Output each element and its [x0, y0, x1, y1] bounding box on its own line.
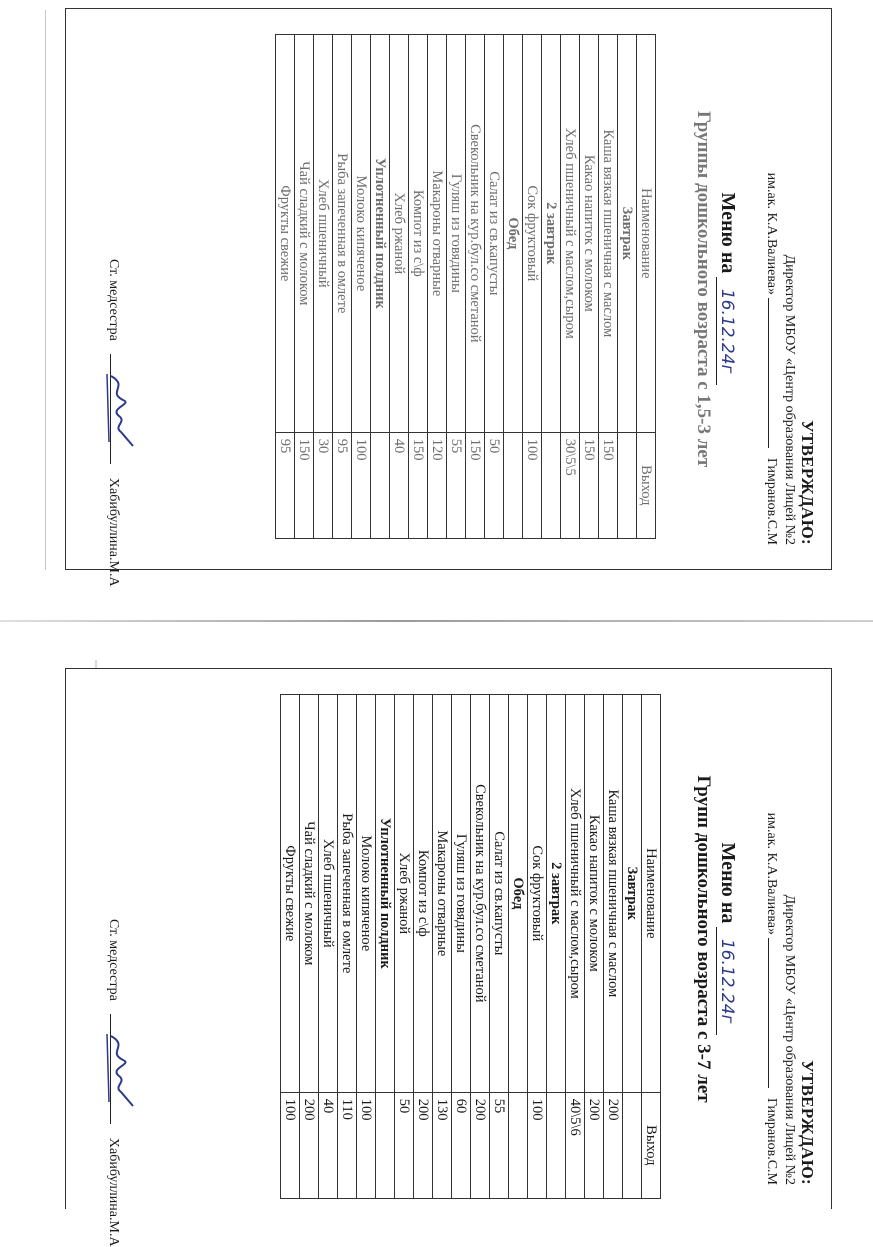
dish-name: Гуляш из говядины: [447, 35, 466, 433]
table-row: [490, 695, 509, 1199]
menu-label: Меню на: [717, 192, 739, 274]
approver-name: Гимранов.С.М: [764, 457, 780, 545]
dish-name: Фрукты свежие: [276, 35, 295, 433]
dish-output: 100: [357, 1092, 376, 1198]
nurse-name: Хабибуллина.М.А: [106, 1137, 121, 1247]
dish-output: 200: [471, 1092, 490, 1198]
approver-org: им.ак. К.А.Валиева»: [764, 172, 780, 295]
signature-mark: [103, 1032, 137, 1112]
table-header-row: [642, 695, 661, 1199]
column-header-output: Выход: [642, 1092, 661, 1198]
table-row: [390, 35, 409, 539]
approve-heading: УТВЕРЖДАЮ:: [798, 420, 817, 545]
dish-name: Макароны отварные: [433, 695, 452, 1093]
meal-section-label: Обед: [509, 695, 528, 1093]
dish-name: Хлеб пшеничный с маслом,сыром: [566, 695, 585, 1093]
dish-output: 100: [281, 1092, 300, 1198]
table-row: [580, 35, 599, 539]
nurse-signature-line: [110, 354, 111, 464]
signature-line: [768, 938, 781, 1088]
dish-output: [623, 1092, 642, 1198]
menu-label: Меню на: [717, 842, 739, 924]
table-row: [409, 35, 428, 539]
dish-name: Каша вязкая пшеничная с маслом: [599, 35, 618, 433]
dish-output: 200: [585, 1092, 604, 1198]
meal-section-label: Завтрак: [618, 35, 637, 433]
meal-section-row: [504, 35, 523, 539]
dish-output: 40: [319, 1092, 338, 1198]
dish-output: [542, 432, 561, 538]
dish-name: Чай сладкий с молоком: [300, 695, 319, 1093]
table-row: [319, 695, 338, 1199]
dish-output: 150: [295, 432, 314, 538]
table-row: [585, 695, 604, 1199]
dish-name: Фрукты свежие: [281, 695, 300, 1093]
dish-output: 100: [523, 432, 542, 538]
meal-section-label: 2 завтрак: [547, 695, 566, 1093]
dish-output: [509, 1092, 528, 1198]
menu-title: [692, 669, 739, 1209]
menu-table-lower: [280, 694, 661, 1199]
dish-output: 95: [333, 432, 352, 538]
dish-output: 30: [314, 432, 333, 538]
dish-output: 100: [528, 1092, 547, 1198]
table-row: [300, 695, 319, 1199]
dish-output: 200: [414, 1092, 433, 1198]
table-row: [452, 695, 471, 1199]
dish-name: Чай сладкий с молоком: [295, 35, 314, 433]
table-row: [414, 695, 433, 1199]
group-title: Групп дошкольного возраста с 3-7 лет: [693, 775, 714, 1103]
column-header-output: Выход: [637, 432, 656, 538]
table-row: [433, 695, 452, 1199]
meal-section-row: [623, 695, 642, 1199]
approver-name: Гимранов.С.М: [764, 1097, 780, 1185]
dish-output: 100: [352, 432, 371, 538]
approval-block: [763, 173, 817, 545]
dish-name: Хлеб ржаной: [390, 35, 409, 433]
group-title: Группы дошкольного возраста с 1,5-3 лет: [693, 110, 714, 468]
meal-section-row: [509, 695, 528, 1199]
upper-rotated-page: [66, 9, 831, 587]
table-row: [566, 695, 585, 1199]
dish-output: [376, 1092, 395, 1198]
dish-name: Молоко кипяченое: [352, 35, 371, 433]
dish-output: 200: [300, 1092, 319, 1198]
meal-section-row: [376, 695, 395, 1199]
dish-name: Компот из с\ф: [414, 695, 433, 1093]
table-row: [357, 695, 376, 1199]
menu-table-upper: [275, 34, 656, 539]
signature-line: [768, 298, 781, 448]
dish-name: Гуляш из говядины: [452, 695, 471, 1093]
dish-name: Салат из св.капусты: [490, 695, 509, 1093]
menu-date: 16.12.24г: [716, 277, 737, 386]
dish-output: 55: [447, 432, 466, 538]
table-header-row: [637, 35, 656, 539]
table-row: [466, 35, 485, 539]
dish-output: [618, 432, 637, 538]
dish-output: 50: [485, 432, 504, 538]
dish-name: Молоко кипяченое: [357, 695, 376, 1093]
dish-output: [547, 1092, 566, 1198]
dish-name: Свекольник на кур.бул.со сметаной: [471, 695, 490, 1093]
nurse-signature: [105, 919, 121, 1247]
approve-heading: УТВЕРЖДАЮ:: [798, 1060, 817, 1185]
approver-position: Директор МБОУ «Центр образования Лицей №2: [782, 894, 798, 1185]
dish-output: [504, 432, 523, 538]
meal-section-row: [542, 35, 561, 539]
meal-section-row: [618, 35, 637, 539]
dish-output: 130: [433, 1092, 452, 1198]
table-row: [333, 35, 352, 539]
table-row: [485, 35, 504, 539]
dish-output: 150: [466, 432, 485, 538]
dish-name: Хлеб ржаной: [395, 695, 414, 1093]
approver-org: им.ак. К.А.Валиева»: [764, 812, 780, 935]
column-header-name: Наименование: [642, 695, 661, 1093]
dish-name: Компот из с\ф: [409, 35, 428, 433]
table-row: [599, 35, 618, 539]
table-row: [428, 35, 447, 539]
dish-name: Хлеб пшеничный с маслом,сыром: [561, 35, 580, 433]
table-row: [276, 35, 295, 539]
dish-name: Каша вязкая пшеничная с маслом: [604, 695, 623, 1093]
meal-section-label: Уплотненный полдник: [371, 35, 390, 433]
dish-name: Рыба запеченная в омлете: [333, 35, 352, 433]
table-row: [471, 695, 490, 1199]
table-row: [295, 35, 314, 539]
dish-name: Сок фруктовый: [523, 35, 542, 433]
dish-name: Сок фруктовый: [528, 695, 547, 1093]
nurse-role: Ст. медсестра: [106, 919, 121, 1001]
meal-section-label: 2 завтрак: [542, 35, 561, 433]
nurse-signature-line: [110, 1014, 111, 1124]
table-row: [281, 695, 300, 1199]
dish-output: 30\5\5: [561, 432, 580, 538]
lower-menu-sheet: [65, 668, 832, 1247]
dish-name: Макароны отварные: [428, 35, 447, 433]
nurse-name: Хабибуллина.М.А: [106, 477, 121, 587]
dish-output: 40\5\6: [566, 1092, 585, 1198]
dish-output: 110: [338, 1092, 357, 1198]
table-row: [528, 695, 547, 1199]
table-row: [523, 35, 542, 539]
dish-output: 150: [599, 432, 618, 538]
nurse-signature: [105, 259, 121, 587]
dish-output: 200: [604, 1092, 623, 1198]
meal-section-row: [547, 695, 566, 1199]
signature-mark: [103, 372, 137, 452]
dish-name: Салат из св.капусты: [485, 35, 504, 433]
meal-section-label: Уплотненный полдник: [376, 695, 395, 1093]
table-row: [395, 695, 414, 1199]
dish-name: Хлеб пшеничный: [314, 35, 333, 433]
meal-section-label: Обед: [504, 35, 523, 433]
dish-output: [371, 432, 390, 538]
column-header-name: Наименование: [637, 35, 656, 433]
dish-output: 150: [580, 432, 599, 538]
dish-output: 120: [428, 432, 447, 538]
menu-date: 16.12.24г: [716, 927, 737, 1036]
meal-section-row: [371, 35, 390, 539]
dish-name: Рыба запеченная в омлете: [338, 695, 357, 1093]
dish-output: 55: [490, 1092, 509, 1198]
lower-rotated-page: [66, 669, 831, 1247]
page-fold: [0, 620, 873, 622]
table-row: [352, 35, 371, 539]
table-row: [447, 35, 466, 539]
table-row: [314, 35, 333, 539]
dish-output: 60: [452, 1092, 471, 1198]
table-row: [561, 35, 580, 539]
table-row: [604, 695, 623, 1199]
dish-name: Какао напиток с молоком: [585, 695, 604, 1093]
nurse-role: Ст. медсестра: [106, 259, 121, 341]
dish-name: Какао напиток с молоком: [580, 35, 599, 433]
dish-output: 40: [390, 432, 409, 538]
upper-menu-sheet: [65, 8, 832, 587]
dish-output: 150: [409, 432, 428, 538]
approval-block: [763, 813, 817, 1185]
dish-name: Хлеб пшеничный: [319, 695, 338, 1093]
menu-title: [692, 9, 739, 569]
meal-section-label: Завтрак: [623, 695, 642, 1093]
scan-artifact-top: [45, 10, 46, 570]
dish-output: 50: [395, 1092, 414, 1198]
dish-output: 95: [276, 432, 295, 538]
dish-name: Свекольник на кур.бул.со сметаной: [466, 35, 485, 433]
table-row: [338, 695, 357, 1199]
approver-position: Директор МБОУ «Центр образования Лицей №2: [782, 254, 798, 545]
